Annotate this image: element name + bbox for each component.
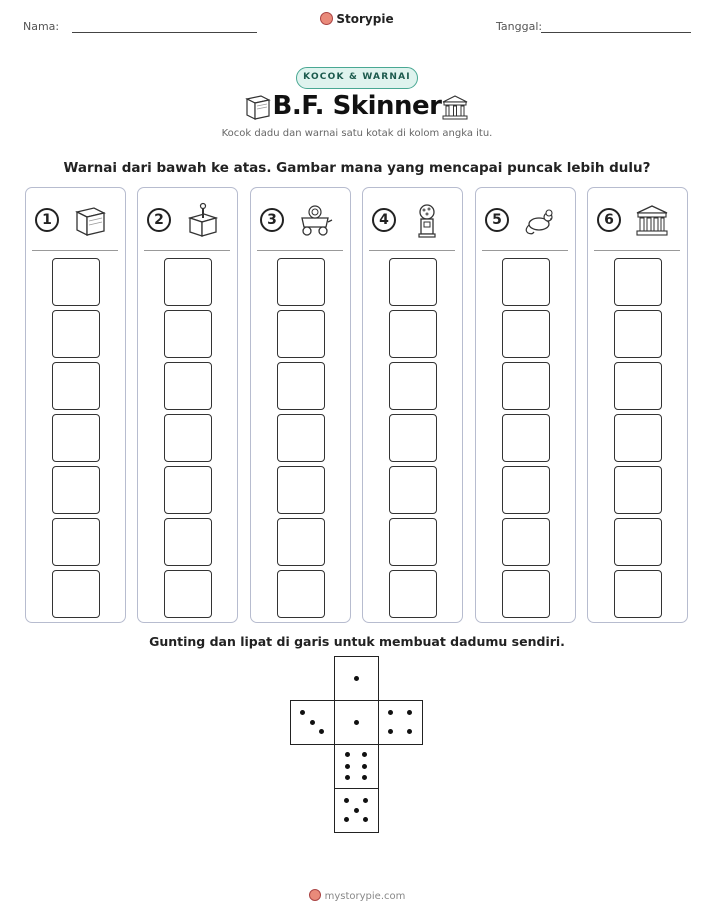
name-label: Nama:: [23, 20, 60, 33]
subtitle: Kocok dadu dan warnai satu kotak di kolom angka itu.: [221, 128, 493, 139]
color-box[interactable]: [164, 258, 212, 306]
color-box[interactable]: [277, 518, 325, 566]
building-icon: [634, 202, 670, 238]
color-box[interactable]: [52, 310, 100, 358]
color-box[interactable]: [52, 518, 100, 566]
color-box[interactable]: [614, 570, 662, 618]
wagon-icon: [297, 202, 333, 238]
column-number: 1: [35, 208, 59, 232]
dice-face: [334, 788, 379, 833]
lever-box-icon: [184, 202, 220, 238]
color-box[interactable]: [502, 518, 550, 566]
column-number: 5: [485, 208, 509, 232]
column-divider: [32, 250, 118, 251]
dice-pip: [344, 817, 349, 822]
column-2: [137, 187, 238, 623]
dice-pip: [363, 798, 368, 803]
column-4: [362, 187, 463, 623]
column-divider: [594, 250, 680, 251]
storypie-logo-icon: [309, 889, 321, 901]
column-number: 4: [372, 208, 396, 232]
dice-pip: [345, 764, 350, 769]
color-box[interactable]: [502, 362, 550, 410]
dice-pip: [345, 752, 350, 757]
column-number: 3: [260, 208, 284, 232]
dice-face: [290, 700, 335, 745]
dice-face: [334, 744, 379, 789]
page-title: B.F. Skinner: [272, 91, 442, 121]
color-box[interactable]: [389, 310, 437, 358]
color-box[interactable]: [52, 570, 100, 618]
mouse-icon: [522, 202, 558, 238]
gumball-machine-icon: [409, 202, 445, 238]
color-box[interactable]: [614, 362, 662, 410]
color-box[interactable]: [277, 414, 325, 462]
dice-face: [334, 700, 379, 745]
color-box[interactable]: [614, 518, 662, 566]
column-divider: [144, 250, 230, 251]
color-box[interactable]: [164, 362, 212, 410]
column-6: [587, 187, 688, 623]
column-3: [250, 187, 351, 623]
dice-pip: [345, 775, 350, 780]
color-box[interactable]: [389, 570, 437, 618]
color-box[interactable]: [164, 570, 212, 618]
color-box[interactable]: [389, 362, 437, 410]
dice-pip: [319, 729, 324, 734]
color-box[interactable]: [164, 310, 212, 358]
dice-pip: [362, 775, 367, 780]
color-box[interactable]: [389, 258, 437, 306]
dice-pip: [362, 764, 367, 769]
dice-pip: [354, 676, 359, 681]
dice-pip: [388, 729, 393, 734]
color-box[interactable]: [389, 466, 437, 514]
activity-badge: KOCOK & WARNAI: [296, 67, 418, 89]
color-box[interactable]: [614, 414, 662, 462]
dice-pip: [407, 710, 412, 715]
color-box[interactable]: [52, 466, 100, 514]
color-box[interactable]: [277, 310, 325, 358]
color-box[interactable]: [614, 258, 662, 306]
color-box[interactable]: [164, 414, 212, 462]
storypie-logo-icon: [320, 12, 333, 25]
color-box[interactable]: [389, 518, 437, 566]
column-divider: [257, 250, 343, 251]
color-box[interactable]: [389, 414, 437, 462]
date-line[interactable]: [541, 32, 691, 33]
dice-pip: [407, 729, 412, 734]
column-divider: [369, 250, 455, 251]
dice-face: [378, 700, 423, 745]
color-box[interactable]: [277, 570, 325, 618]
color-box[interactable]: [52, 258, 100, 306]
book-icon: [72, 202, 108, 238]
color-box[interactable]: [164, 466, 212, 514]
name-line[interactable]: [72, 32, 257, 33]
color-box[interactable]: [164, 518, 212, 566]
building-icon: [441, 94, 469, 120]
color-box[interactable]: [277, 258, 325, 306]
dice-pip: [354, 720, 359, 725]
color-box[interactable]: [52, 362, 100, 410]
dice-face: [334, 656, 379, 701]
color-box[interactable]: [502, 310, 550, 358]
color-box[interactable]: [502, 258, 550, 306]
color-box[interactable]: [502, 414, 550, 462]
color-box[interactable]: [277, 466, 325, 514]
column-number: 6: [597, 208, 621, 232]
brand: Storypie: [0, 12, 714, 26]
date-label: Tanggal:: [496, 20, 543, 33]
dice-pip: [300, 710, 305, 715]
dice-pip: [363, 817, 368, 822]
dice-pip: [388, 710, 393, 715]
color-box[interactable]: [277, 362, 325, 410]
instruction: Warnai dari bawah ke atas. Gambar mana yang mencapai puncak lebih dulu?: [63, 160, 651, 176]
color-box[interactable]: [614, 310, 662, 358]
color-box[interactable]: [502, 570, 550, 618]
dice-pip: [362, 752, 367, 757]
footer: mystorypie.com: [0, 889, 714, 902]
column-number: 2: [147, 208, 171, 232]
dice-pip: [310, 720, 315, 725]
color-box[interactable]: [502, 466, 550, 514]
column-5: [475, 187, 576, 623]
color-box[interactable]: [614, 466, 662, 514]
color-box[interactable]: [52, 414, 100, 462]
column-1: [25, 187, 126, 623]
dice-instruction: Gunting dan lipat di garis untuk membuat dadumu sendiri.: [149, 634, 565, 649]
column-divider: [482, 250, 568, 251]
dice-pip: [344, 798, 349, 803]
dice-pip: [354, 808, 359, 813]
